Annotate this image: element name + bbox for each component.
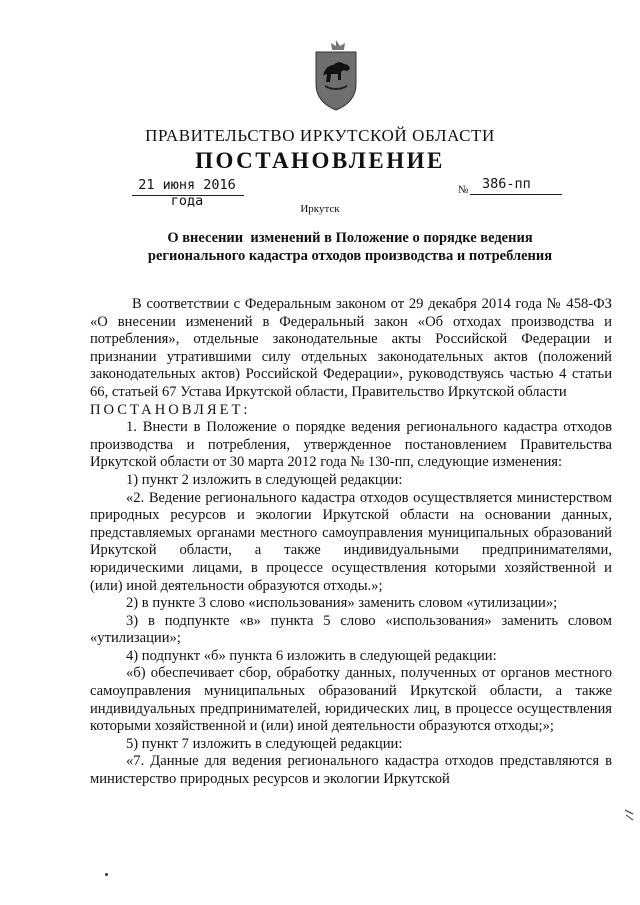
decree-word: ПОСТАНОВЛЯЕТ: xyxy=(90,401,251,418)
number-sign: № xyxy=(458,184,469,196)
date-underline xyxy=(132,195,244,196)
item-1-paragraph: 1. Внести в Положение о порядке ведения регионального кадастра отходов производства и потребления, утвержденное постановлением Правительства Иркутской области от 30 марта 2012 года № 130-пп, следующие изменения: xyxy=(90,419,612,471)
coat-of-arms-emblem xyxy=(313,38,359,112)
subitem-3: 3) в подпункте «в» пункта 5 слово «использования» заменить словом «утилизации»; xyxy=(90,612,612,647)
document-number: 386-пп xyxy=(482,176,531,192)
government-title: ПРАВИТЕЛЬСТВО ИРКУТСКОЙ ОБЛАСТИ xyxy=(145,126,495,145)
number-underline xyxy=(470,194,562,195)
subject-line-2: регионального кадастра отходов производства и потребления xyxy=(147,248,553,264)
document-subject xyxy=(100,229,600,265)
subitem-5: 5) пункт 7 изложить в следующей редакции: xyxy=(126,735,403,752)
city-label: Иркутск xyxy=(300,203,340,215)
subitem-1: 1) пункт 2 изложить в следующей редакции: xyxy=(126,471,403,488)
scan-dot-mark xyxy=(105,873,108,876)
quote-point-2: «2. Ведение регионального кадастра отходов осуществляется министерством природных ресурсов и экологии Иркутской области на основании данных, представляемых органами местного самоуправления муниципальных образований Иркутской области, а также индивидуальными предпринимателями, юридическими лицами, в процессе осуществления которыми хозяйственной и (или) иной деятельности образуются отходы.»; xyxy=(90,489,612,594)
quote-subpoint-b: «б) обеспечивает сбор, обработку данных, полученных от органов местного самоуправления муниципальных образований Иркутской области, а также индивидуальных предпринимателей, юридических лиц, в процессе осуществления которыми хозяйственной и (или) иной деятельности образуются отходы;»; xyxy=(90,665,612,735)
margin-scribble-mark xyxy=(623,808,635,822)
subitem-4: 4) подпункт «б» пункта 6 изложить в следующей редакции: xyxy=(126,647,497,664)
subject-line-1: О внесении изменений в Положение о порядке ведения xyxy=(167,230,533,246)
preamble-paragraph: В соответствии с Федеральным законом от 29 декабря 2014 года № 458-ФЗ «О внесении изменений в Федеральный закон «Об отходах производства и потребления», отдельные законодательные акты Российской Федерации и признании утратившими силу отдельных законодательных актов (положений законодательных актов) Российской Федерации», руководствуясь частью 4 статьи 66, статьей 67 Устава Иркутской области, Правительство Иркутской области xyxy=(90,296,612,400)
document-type-heading: ПОСТАНОВЛЕНИЕ xyxy=(195,148,445,173)
document-body xyxy=(90,296,612,789)
quote-point-7: «7. Данные для ведения регионального кадастра отходов представляются в министерство природных ресурсов и экологии Иркутской xyxy=(90,753,612,788)
document-date: 21 июня 2016 года xyxy=(138,177,236,209)
subitem-2: 2) в пункте 3 слово «использования» заменить словом «утилизации»; xyxy=(126,595,558,612)
